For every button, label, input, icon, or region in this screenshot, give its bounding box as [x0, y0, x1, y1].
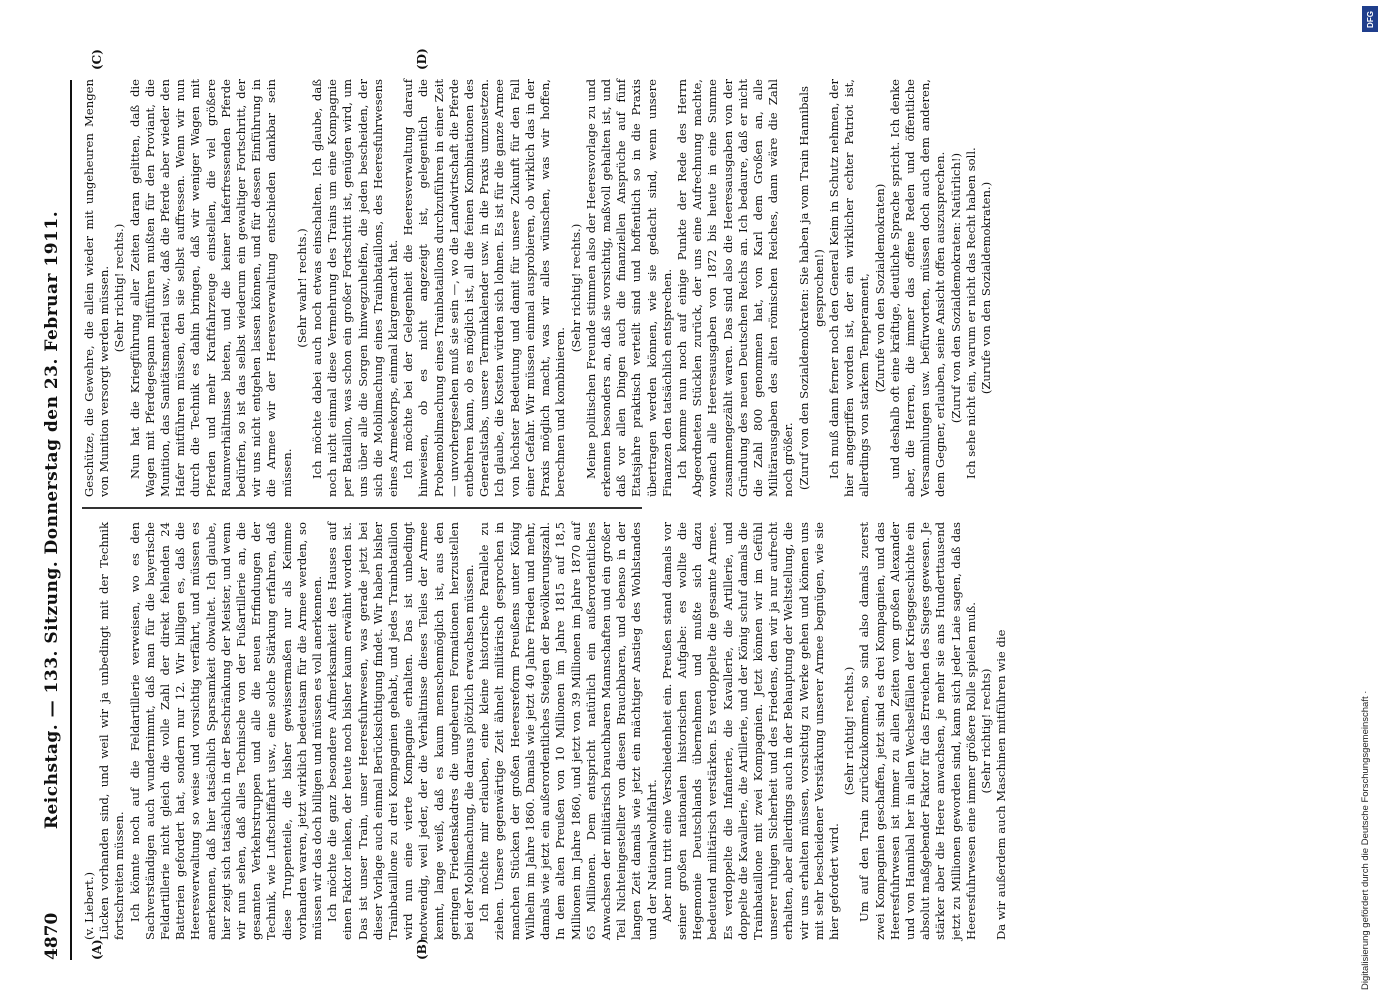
paragraph: Ich sehe nicht ein, warum er nicht das Recht haben soll.: [963, 147, 978, 479]
paragraph: Ich komme nun noch auf einige Punkte der Rede des Herrn Abgeordneten Stücklen zurück, der uns eine Aufrechnung machte, wonach alle Heeresausgaben von 1872 bis heute in eine Summe zusammengezählt waren. Das sind also die Heeresausgaben von der Gründung des neuen Deutschen Reichs an. Ich bedaure, daß er nicht die Zahl 800 genommen hat, von Karl dem Großen an, alle Militärausgaben des alten römischen Reiches, dann wäre die Zahl noch größer.: [674, 79, 796, 497]
paragraph: Ich möchte bei der Gelegenheit die Heeresverwaltung darauf hinweisen, ob es nicht angezeigt ist, gelegentlich die Probemobilmachung eines Trainbataillons durchzuführen in einer Zeit — unvorhergesehen muß sie sein —, wo die Landwirtschaft die Pferde entbehren kann, ob es möglich ist, all die feinen Kombinationen des Generalstabs, unsere Terminkalender usw. in die Praxis umzusetzen. Ich glaube, die Kosten würden sich lohnen. Es ist für die ganze Armee von höchster Bedeutung und damit für unsere Zukunft für den Fall einer Gefahr. Wir müssen einmal ausprobieren, ob wirklich das in der Praxis möglich macht, was wir alles wünschen, was wir hoffen, berechnen und kombinieren.: [401, 79, 568, 497]
paragraph: Ich möchte mir erlauben, eine kleine historische Parallele zu ziehen. Unsere gegenwärtige Zeit ähnelt militärisch gesprochen in manchen Stücken der großen Heeresreform Preußens unter König Wilhelm im Jahre 1860. Damals wie jetzt 40 Jahre Frieden und mehr, damals wie jetzt ein außerordentliches Steigen der Bevölkerungszahl. In dem alten Preußen von 10 Millionen im Jahre 1815 auf 18,5 Millionen im Jahre 1860, und jetzt von 39 Millionen im Jahre 1870 auf 65 Millionen. Dem entspricht natürlich ein außerordentliches Anwachsen der militärisch brauchbaren Mannschaften und ein großer Teil Nichteingestellter von diesen Brauchbaren, und ebenso in der langen Zeit damals wie jetzt ein mächtiger Anstieg des Wohlstandes und der Nationalwohlfahrt.: [477, 522, 659, 940]
applause-note: (Sehr richtig! rechts.): [112, 223, 127, 353]
left-column: [82, 522, 1009, 940]
paragraph: Lücken vorhanden sind, und weil wir ja unbedingt mit der Technik fortschreiten müssen.: [97, 522, 127, 940]
applause-note: (Sehr richtig! rechts.): [842, 666, 857, 796]
applause-note: (Sehr wahr! rechts.): [294, 228, 309, 348]
margin-mark-a: (A): [90, 939, 104, 960]
paragraph: Ich möchte die ganz besondere Aufmerksamkeit des Hauses auf einen Faktor lenken, der heute noch bisher kaum erwähnt worden ist. Das ist unser Train, unser Heeresfuhrwesen, was gerade jetzt bei dieser Vorlage auch einmal Berücksichtigung findet. Wir haben bisher Trainbataillone zu drei Kompagnien gehabt, und jedes Trainbataillon wird nun eine vierte Kompagnie erhalten. Das ist unbedingt notwendig, weil jeder, der die Verhältnisse dieses Teiles der Armee kennt, lange weiß, daß es kaum menschenmöglich ist, aus den geringen Friedenskadres die ungeheuren Formationen herzustellen bei der Mobilmachung, die daraus plötzlich erwachsen müssen.: [325, 522, 477, 940]
paragraph: Ich könnte noch auf die Feldartillerie verweisen, wo es den Sachverständigen auch wundernimmt, daß man für die bayerische Feldartillerie nicht gleich die volle Zahl der direkt fehlenden 24 Batterien gefordert hat, sondern nur 12. Wir billigen es, daß die Heeresverwaltung so weise und vorsichtig verfährt, und müssen es anerkennen, daß hier tatsächlich Sparsamkeit obwaltet. Ich glaube, hier zeigt sich tatsächlich in der Beschränkung der Meister, und wenn wir nun sehen, daß alles Technische von der Fußartillerie an, die gesamten Verkehrstruppen und alle die neuen Erfindungen der Technik, wie Luftschiffahrt usw., eine solche Stärkung erfahren, daß diese Truppenteile, die bisher gewissermaßen nur als Keimme vorhanden waren, jetzt wirklich bedeutsam für die Armee werden, so müssen wir das doch billigen und müssen es voll anerkennen.: [127, 522, 325, 940]
paragraph: Nun hat die Kriegführung aller Zeiten daran gelitten, daß die Wagen mit Pferdegespann mitführen mußten für den Proviant, die Munition, das Sanitätsmaterial usw., daß die Pferde aber wieder den Hafer mitführen müssen, den sie selbst auffressen. Wenn wir nun durch die Technik es dahin bringen, daß wir weniger Wagen mit Pferden und mehr Kraftfahrzeuge einstellen, die viel größere Raumverhältnisse bieten, und die keiner haferfressenden Pferde bedürfen, so ist das selbst wiederum ein gewaltiger Fortschritt, der wir uns nicht entgehen lassen können, und für dessen Einführung in die Armee wir der Heeresverwaltung entschieden dankbar sein müssen.: [127, 79, 294, 497]
margin-mark-c: (C): [90, 49, 104, 70]
applause-note: (Sehr richtig! rechts): [978, 668, 993, 794]
paragraph: Ich muß dann ferner noch den General Keim in Schutz nehmen, der hier angegriffen worden ist, der ein wirklicher echter Patriot ist, allerdings von starkem Temperament,: [826, 79, 872, 497]
paragraph: Da wir außerdem auch Maschinen mitführen wie die: [994, 629, 1009, 940]
paragraph: Um auf den Train zurückzukommen, so sind also damals zuerst zwei Kompagnien geschaffen, jetzt sind es drei Kompagnien, und das Heeresfuhrwesen ist immer zu allen Zeiten vom großen Alexander und von Hannibal her in allen Wechselfällen der Kriegsgeschichte ein absolut maßgebender Faktor für das Erreichen des Sieges gewesen. Je stärker aber die Heere anwachsen, je mehr sie ans Hunderttausend jetzt zu Millionen geworden sind, kann sich jeder Laie sagen, daß das Heeresfuhrwesen eine immer größere Rolle spielen muß.: [857, 522, 978, 940]
page-title: Reichstag. — 133. Sitzung. Donnerstag den 23. Februar 1911.: [42, 210, 62, 830]
paragraph: Geschütze, die Gewehre, die allein wieder mit ungeheuren Mengen von Munition versorgt werden müssen.: [82, 79, 112, 497]
header-rule: [70, 80, 72, 960]
right-column: [82, 79, 993, 497]
column-divider: [82, 508, 642, 510]
digitization-credit: Digitalisierung gefördert durch die Deutsche Forschungsgemeinschaft ·: [1360, 690, 1371, 990]
page-header: [42, 80, 68, 960]
margin-mark-b: (B): [415, 938, 429, 960]
paragraph: Meine politischen Freunde stimmen also der Heeresvorlage zu und erkennen besonders an, daß sie vorsichtig, maßvoll gehalten ist, und daß vor allen Dingen auch die finanziellen Ansprüche auf fünf Etatsjahre praktisch verteilt sind und hoffentlich so in die Praxis übertragen werden können, wie sie gedacht sind, wenn unsere Finanzen den tatsächlich entsprechen.: [583, 79, 674, 497]
page-number: 4870: [42, 912, 62, 960]
dfg-logo: [1362, 6, 1378, 32]
paragraph: Ich möchte dabei auch noch etwas einschalten. Ich glaube, daß noch nicht einmal diese Vermehrung des Trains um eine Kompagnie per Bataillon, was schon ein großer Fortschritt ist, genügen wird, um uns über alle die Sorgen hinwegzuhelfen, die jeden bescheiden, der sich die Mobilmachung eines Trainbataillons, des Heeresfuhrwesens eines Armeekorps, einmal klargemacht hat.: [310, 79, 401, 497]
speaker-name: (v. Liebert.): [82, 871, 96, 940]
paragraph: und deshalb oft eine kräftige, deutliche Sprache spricht. Ich denke aber, die Herren, die immer das offene Reden und öffentliche Versammlungen usw. befürworten, müssen doch auch dem anderen, dem Gegner, erlauben, seine Ansicht offen auszusprechen.: [887, 79, 948, 497]
paragraph: Aber nun tritt eine Verschiedenheit ein. Preußen stand damals vor seiner großen nationalen historischen Aufgabe: es wollte die Hegemonie Deutschlands übernehmen und mußte sich dazu bedeutend militärisch verstärken. Es verdoppelte die gesamte Armee. Es verdoppelte die Infanterie, die Kavallerie, die Artillerie, und doppelte die Kavallerie, die Artillerie, und der König schuf damals die Trainbataillone mit zwei Kompagnien. Jetzt können wir im Gefühl unserer ruhigen Sicherheit und des Friedens, den wir ja nur aufrecht erhalten, aber allerdings auch in der Behauptung der Weltstellung, die wir uns erhalten müssen, vorsichtig zu Werke gehen und können uns mit sehr bescheidener Verstärkung unserer Armee begnügen, wie sie hier gefordert wird.: [659, 522, 841, 940]
interjection: (Zurufe von den Sozialdemokraten): [872, 183, 887, 393]
applause-note: (Sehr richtig! rechts.): [568, 223, 583, 353]
interjection: (Zurufe von den Sozialdemokraten.): [978, 181, 993, 395]
interjection: (Zuruf von den Sozialdemokraten: Natürlich!): [948, 152, 963, 424]
margin-mark-d: (D): [415, 48, 429, 70]
interjection: (Zuruf von den Sozialdemokraten: Sie haben ja vom Train Hannibals gesprochen!): [796, 86, 826, 490]
dfg-logo-text: DFG: [1365, 10, 1375, 28]
